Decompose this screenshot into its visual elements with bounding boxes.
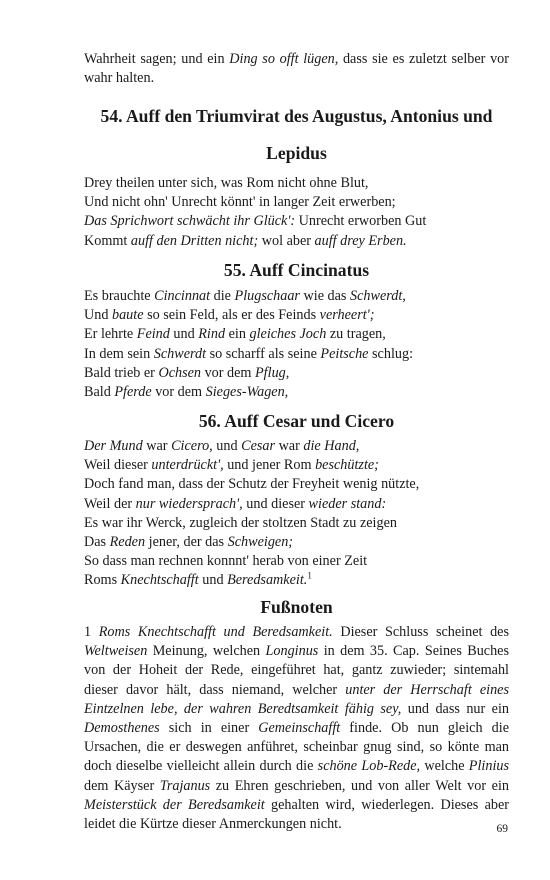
poem-line [84, 232, 509, 251]
poem-line [84, 287, 509, 306]
intro-paragraph [84, 50, 509, 88]
text-run: und [212, 438, 242, 454]
italic-run: unterdrückt', [151, 457, 224, 474]
poem-line [84, 383, 509, 402]
italic-run: Schwerdt, [350, 288, 406, 304]
poem-line [84, 514, 509, 533]
italic-run: Cicero, [171, 438, 213, 454]
poem-line [84, 193, 509, 212]
text-run: Das [84, 534, 110, 551]
text-run: So dass man rechnen konnnt' herab von einer Zeit [84, 553, 368, 570]
text-run: Wahrheit sagen; und ein [84, 51, 230, 67]
poem-line [84, 174, 509, 193]
italic-run: Cesar [241, 438, 276, 454]
italic-run: Meisterstück der Beredsamkeit [84, 796, 265, 813]
section-55-title: 55. Auff Cincinatus [223, 260, 370, 280]
footnotes-title: Fußnoten [260, 597, 333, 617]
text-run: jener, der das [145, 534, 228, 551]
section-56-title: 56. Auff Cesar und Cicero [198, 411, 395, 431]
italic-run: Der Mund [84, 438, 143, 454]
italic-run: Knechtschafft [120, 572, 199, 589]
italic-run: auff den Dritten nicht; [130, 232, 259, 249]
italic-run: wieder stand: [308, 495, 387, 512]
text-run: Weil dieser [84, 457, 152, 474]
text-run: Drey theilen unter sich, was Rom nicht ohne Blut, [84, 175, 369, 191]
poem-line [84, 364, 509, 383]
poem-line [84, 306, 509, 325]
text-run: und [198, 572, 228, 589]
text-run: finde. Ob nun gleich die Ursachen, die er deswegen anführet, scheinbar gnug sind, so könte man doch dieselbe vielleicht allein durch die [84, 720, 509, 775]
italic-run: Reden [109, 534, 146, 551]
italic-run: Das Sprichwort schwächt ihr Glück': [84, 213, 296, 230]
text-run: die [210, 288, 235, 304]
section-54-poem [84, 174, 509, 251]
italic-run: Ochsen [158, 364, 202, 381]
footnote-1-text [84, 623, 509, 834]
text-run: Und nicht ohn' Unrecht könnt' in langer Zeit erwerben; [84, 194, 396, 211]
italic-run: Roms Knechtschafft und Beredsamkeit. [98, 624, 333, 640]
italic-run: Gemeinschafft [258, 720, 341, 737]
section-55-poem [84, 287, 509, 402]
text-run: Weil der [84, 495, 136, 512]
italic-run: Pferde [114, 384, 152, 401]
italic-run: Longinus [265, 643, 319, 660]
text-run: zu Ehren geschrieben, und von aller Welt vor ein [210, 777, 509, 794]
italic-run: Cincinnat [154, 288, 211, 304]
poem-line [84, 533, 509, 552]
poem-line [84, 456, 509, 475]
text-run: in dem 35. Cap. Seines Buches von der Hoheit der Rede, eingeführet hat, gantz zuwieder; sintemahl dieser davor hält, dass niemand, welcher [84, 643, 510, 698]
text-run: Und [84, 307, 112, 324]
text-run: Unrecht erworben Gut [295, 213, 427, 230]
text-run: Bald [84, 384, 115, 401]
text-run: und dass nur ein [401, 700, 509, 717]
text-run: ein [225, 326, 250, 343]
text-run: vor dem [151, 384, 206, 401]
text-run: 1 [84, 624, 99, 640]
italic-run: nur wiedersprach', [135, 495, 243, 512]
text-run: und jener Rom [223, 457, 316, 474]
text-run: Es war ihr Werck, zugleich der stoltzen Stadt zu zeigen [84, 514, 397, 531]
text-run: wol aber [258, 232, 315, 249]
text-run: welche [420, 758, 469, 775]
text-run: Meinung, welchen [147, 643, 266, 660]
text-run: wie das [299, 288, 350, 304]
italic-run: Feind [136, 326, 170, 343]
page-number: 69 [496, 823, 508, 835]
text-run: und dieser [242, 495, 309, 512]
italic-run: auff drey Erben. [314, 232, 407, 249]
poem-line [84, 212, 509, 231]
italic-run: baute [111, 307, 144, 324]
poem-line [84, 437, 509, 456]
text-run: Kommt [84, 232, 131, 249]
text-run: sich in einer [159, 720, 259, 737]
poem-line [84, 475, 509, 494]
italic-run: die Hand, [303, 438, 360, 454]
italic-run: Demosthenes [84, 720, 160, 737]
text-run: Es brauchte [84, 288, 155, 304]
italic-run: verheert'; [319, 307, 375, 324]
italic-run: Weltweisen [84, 643, 148, 660]
text-run: vor dem [201, 364, 256, 381]
italic-run: beschützte; [315, 457, 379, 474]
text-run: In dem sein [84, 345, 154, 362]
italic-run: Ding so offt lügen, [229, 51, 339, 67]
poem-line [84, 552, 509, 571]
text-run: Doch fand man, dass der Schutz der Freyheit wenig nützte, [84, 476, 420, 493]
italic-run: unter der Herrschaft eines Eintzelnen lebe, der wahren Beredtsamkeit fähig sey, [84, 681, 509, 717]
text-run: war [275, 438, 304, 454]
text-run: dem Käyser [84, 777, 160, 794]
italic-run: Plinius [468, 758, 509, 775]
text-run: zu tragen, [326, 326, 386, 343]
text-run: war [142, 438, 172, 454]
text-run: schlug: [368, 345, 414, 362]
section-56-poem [84, 437, 509, 591]
poem-line [84, 495, 509, 514]
italic-run: Peitsche [320, 345, 369, 362]
text-run: und [169, 326, 199, 343]
poem-line [84, 325, 509, 344]
text-run: gehalten wird, wiederlegen. Dieses aber leidet die Kürtze dieser Anmerckungen nicht. [84, 796, 509, 833]
italic-run: Schweigen; [227, 534, 294, 551]
italic-run: schöne Lob-Rede, [317, 758, 421, 775]
intro-text [84, 50, 509, 88]
italic-run: Pflug, [255, 364, 290, 381]
poem-line [84, 345, 509, 364]
italic-run: Sieges-Wagen, [205, 384, 289, 401]
italic-run: Beredsamkeit. [227, 572, 308, 589]
text-run: Dieser Schluss scheinet des [332, 624, 509, 640]
italic-run: Trajanus [159, 777, 211, 794]
italic-run: gleiches Joch [249, 326, 327, 343]
italic-run: Schwerdt [153, 345, 207, 362]
text-run: so sein Feld, als er des Feinds [143, 307, 320, 324]
text-run: Bald trieb er [84, 364, 159, 381]
text-run: so scharff als seine [206, 345, 321, 362]
text-run: Er lehrte [84, 326, 137, 343]
text-run: dass sie es zuletzt selber vor wahr halten. [84, 51, 509, 87]
section-54-title: 54. Auff den Triumvirat des Augustus, Antonius und Lepidus [100, 106, 493, 163]
footnote-marker: 1 [307, 570, 312, 581]
italic-run: Rind [198, 326, 226, 343]
italic-run: Plugschaar [234, 288, 300, 304]
text-run: Roms [84, 572, 121, 589]
